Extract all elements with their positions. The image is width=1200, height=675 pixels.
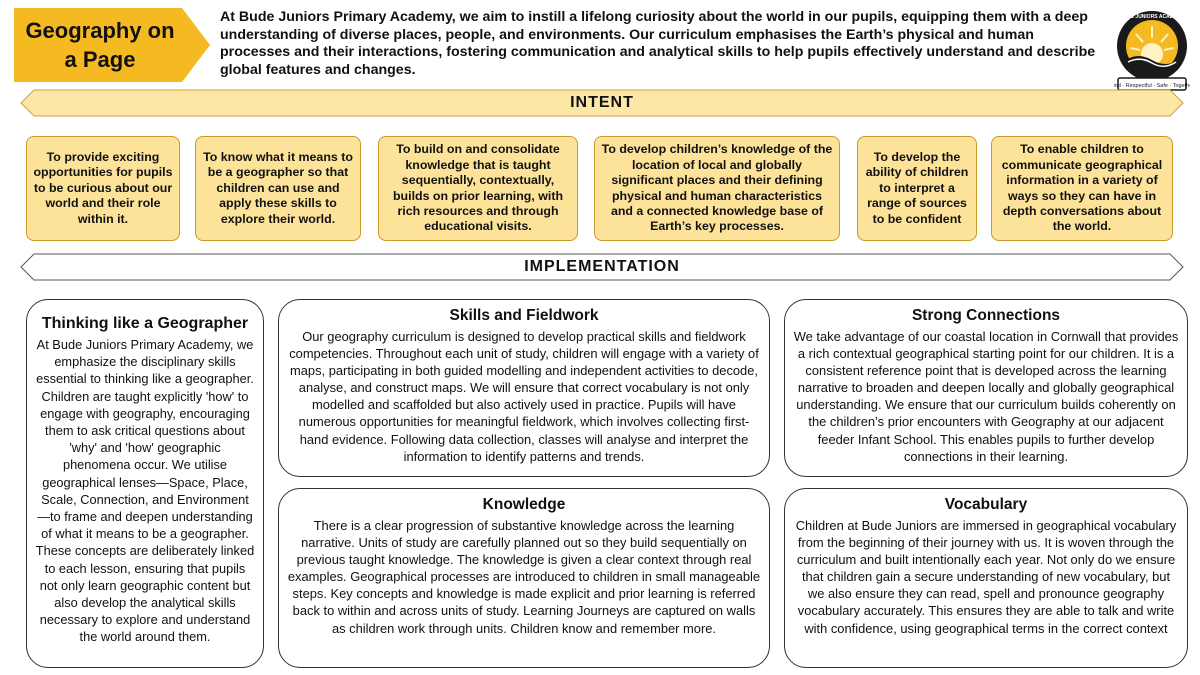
- intent-item: To know what it means to be a geographer so that children can use and apply these skills to explore their world.: [195, 136, 361, 241]
- card-body: There is a clear progression of substantive knowledge across the learning narrative. Units of study are carefully planned out so they build sequentially on previous taught knowledge. The knowledge is given a clear context through real examples. Geographical processes are introduced to children in small manageable steps. Key concepts and knowledge is made explicit and prior learning is referred back to within and across units of study. Learning Journeys are captured on walls as children work through units. Children know and remember more.: [287, 518, 761, 636]
- card-title: Knowledge: [482, 496, 566, 513]
- card-title: Vocabulary: [944, 496, 1028, 513]
- intent-banner: [20, 89, 1184, 117]
- implementation-banner: [20, 253, 1184, 281]
- skills-card: [278, 299, 770, 477]
- page-title-banner: [14, 8, 210, 82]
- intent-item: To enable children to communicate geographical information in a variety of ways so they can have in depth conversations about the world.: [991, 136, 1173, 241]
- connections-card: [784, 299, 1188, 477]
- school-logo: [1114, 8, 1190, 96]
- thinking-card: [26, 299, 264, 668]
- card-title: Strong Connections: [911, 307, 1061, 324]
- intent-item: To provide exciting opportunities for pupils to be curious about our world and their role within it.: [26, 136, 180, 241]
- intent-item: To develop children’s knowledge of the location of local and globally significant places and their defining physical and human characteristics and a connected knowledge base of Earth’s key processes.: [594, 136, 840, 241]
- card-title: Thinking like a Geographer: [41, 315, 249, 332]
- card-title: Skills and Fieldwork: [449, 307, 599, 324]
- card-body: We take advantage of our coastal location in Cornwall that provides a rich contextual geographical starting point for our children. It is a consistent reference point that is developed across the learning narrative to broaden and deepen locally and globally geographical understanding. We ensure that our curriculum builds coherently on the children’s prior encounters with Geography at our adjacent feeder Infant School. This enables pupils to further develop connections in their learning.: [793, 329, 1179, 464]
- card-body: At Bude Juniors Primary Academy, we emphasize the disciplinary skills essential to thinking like a geographer. Children are taught explicitly 'how' to engage with geography, encouraging them to ask critical questions about 'why' and 'how' geographic phenomena occur. We utilise geographical lenses—Space, Place, Scale, Connection, and Environment—to frame and deepen understanding of what it means to be a geographer. These concepts are deliberately linked to each lesson, ensuring that pupils not only learn geographic content but also develop the analytical skills necessary to explore and understand the world around them.: [35, 337, 255, 645]
- card-body: Our geography curriculum is designed to develop practical skills and fieldwork competencies. Throughout each unit of study, children will engage with a variety of maps, participating in both guided modelling and independent activities to decode, analyse, and construct maps. We will ensure that correct vocabulary is not only modelled and scaffolded but also actively used in practice. Pupils will have numerous opportunities for meaningful fieldwork, which involves collecting first-hand evidence. Following data collection, classes will analyse and interpret the information to identify patterns and trends.: [289, 329, 759, 464]
- vocabulary-card: [784, 488, 1188, 668]
- page-title: Geography on a Page: [25, 18, 175, 72]
- card-body: Children at Bude Juniors are immersed in geographical vocabulary from the beginning of their journey with us. It is woven through the curriculum and built intentionally each year. Not only do we ensure that children gain a secure understanding of new vocabulary, but we also ensure they can read, spell and pronounce geography vocabulary accurately. This ensures they are able to talk and write with confidence, using geographical terms in the correct context: [795, 518, 1177, 636]
- svg-text:Kind · Respectful · Safe · Tog: Kind · Respectful · Safe · Together: [1114, 83, 1190, 89]
- svg-text:BUDE JUNIORS ACADEMY: BUDE JUNIORS ACADEMY: [1119, 14, 1185, 20]
- intent-heading: INTENT: [570, 94, 634, 111]
- intent-item: To build on and consolidate knowledge that is taught sequentially, contextually, builds on prior learning, with rich resources and through educational visits.: [378, 136, 578, 241]
- intent-item: To develop the ability of children to interpret a range of sources to be confident: [857, 136, 977, 241]
- implementation-heading: IMPLEMENTATION: [524, 258, 680, 275]
- knowledge-card: [278, 488, 770, 668]
- intro-text: At Bude Juniors Primary Academy, we aim to instill a lifelong curiosity about the world in our pupils, equipping them with a deep understanding of diverse places, people, and environments. Our curriculum emphasises the Earth’s physical and human processes and their interactions, fostering communication and analytical skills to help pupils effectively understand and describe global features and changes.: [220, 9, 1096, 78]
